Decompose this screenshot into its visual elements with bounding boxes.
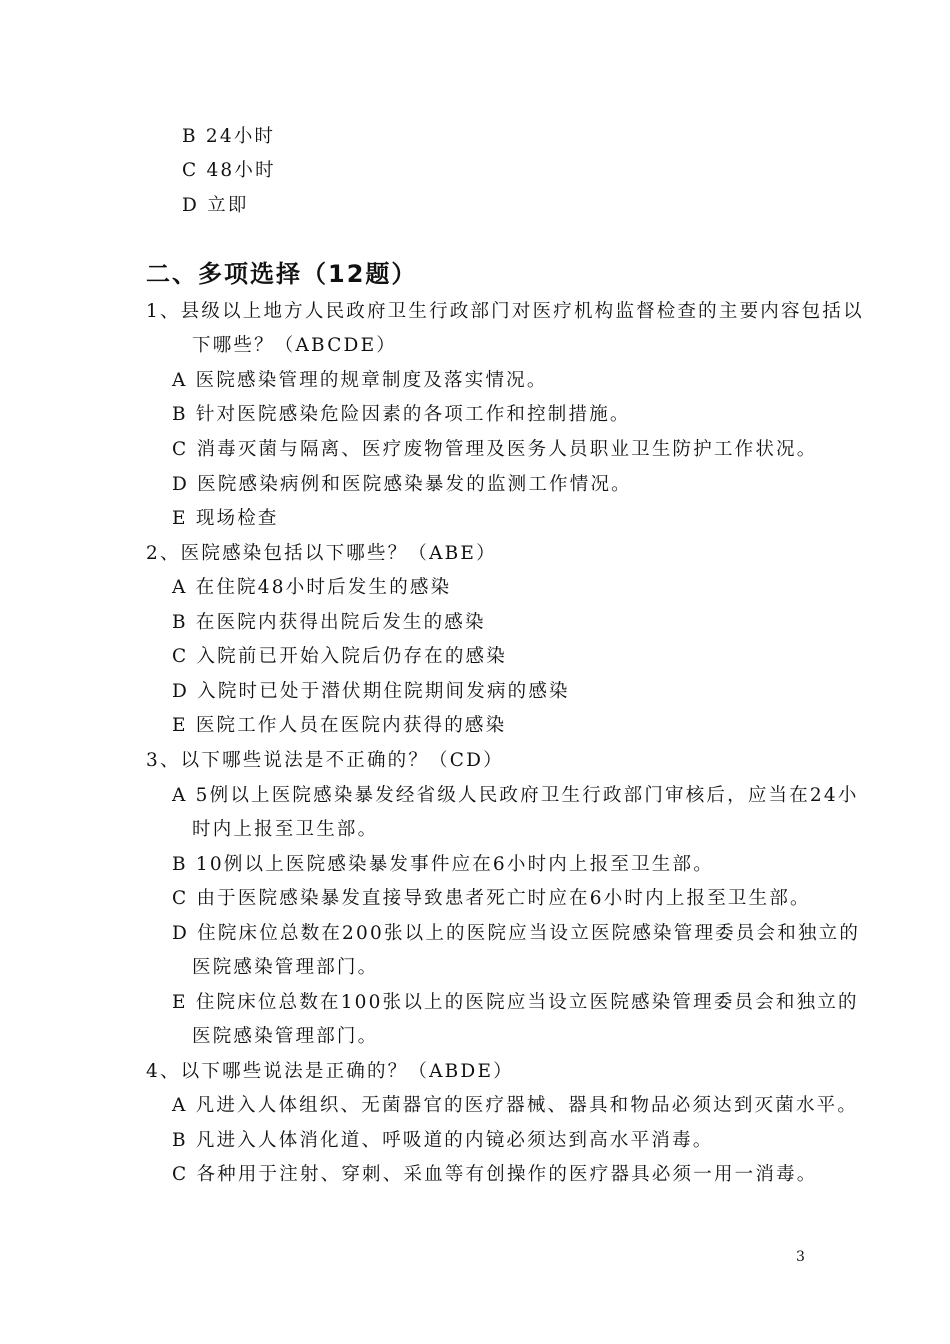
option-text: 医院感染病例和医院感染暴发的监测工作情况。 (197, 474, 632, 495)
option-text: 现场检查 (195, 508, 279, 529)
question-2-option-d (172, 680, 570, 704)
option-text: 各种用于注射、穿刺、采血等有创操作的医疗器具必须一用一消毒。 (196, 1164, 818, 1185)
option-letter: A (172, 370, 188, 391)
question-3-option-e-cont: 医院感染管理部门。 (192, 1026, 379, 1047)
question-1-option-e (172, 507, 279, 531)
option-text: 48小时 (206, 160, 276, 181)
option-letter: A (172, 785, 188, 806)
question-1-option-c (172, 438, 817, 462)
question-2-option-b (172, 611, 486, 635)
option-text: 在住院48小时后发生的感染 (195, 577, 452, 598)
question-3-option-d-cont: 医院感染管理部门。 (192, 957, 379, 978)
option-letter: B (172, 612, 188, 633)
option-text: 入院前已开始入院后仍存在的感染 (196, 646, 507, 667)
section-heading: 二、多项选择（12题） (146, 260, 418, 288)
option-letter: A (172, 577, 188, 598)
question-text: 县级以上地方人民政府卫生行政部门对医疗机构监督检查的主要内容包括以 (180, 301, 864, 322)
question-4-option-a (172, 1094, 858, 1118)
option-letter: A (172, 1095, 188, 1116)
option-text: 10例以上医院感染暴发事件应在6小时内上报至卫生部。 (195, 854, 714, 875)
option-text: 住院床位总数在200张以上的医院应当设立医院感染管理委员会和独立的 (197, 923, 861, 944)
question-text: 以下哪些说法是正确的？（ABDE） (180, 1061, 514, 1082)
option-letter: B (172, 854, 188, 875)
option-letter: D (182, 195, 200, 216)
prev-option-d (182, 194, 249, 218)
option-letter: C (182, 160, 199, 181)
question-2-option-a (172, 576, 451, 600)
question-1-option-b (172, 403, 631, 427)
question-4-option-b (172, 1129, 713, 1153)
question-3-option-a (172, 784, 859, 808)
question-number: 2、 (146, 543, 181, 564)
option-text: 24小时 (205, 126, 276, 147)
option-text: 入院时已处于潜伏期住院期间发病的感染 (197, 681, 570, 702)
option-text: 消毒灭菌与隔离、医疗废物管理及医务人员职业卫生防护工作状况。 (196, 439, 818, 460)
option-text: 立即 (207, 195, 249, 216)
option-text: 由于医院感染暴发直接导致患者死亡时应在6小时内上报至卫生部。 (196, 888, 811, 909)
question-1-stem-cont: 下哪些？（ABCDE） (192, 335, 397, 356)
question-number: 4、 (146, 1061, 181, 1082)
option-letter: B (172, 1130, 188, 1151)
question-text: 以下哪些说法是不正确的？（CD） (180, 750, 504, 771)
option-letter: C (172, 646, 189, 667)
question-1-option-d (172, 473, 632, 497)
question-1-stem (146, 300, 864, 324)
option-letter: C (172, 1164, 189, 1185)
option-letter: D (172, 681, 190, 702)
question-4-stem (146, 1060, 514, 1084)
question-3-stem (146, 749, 504, 773)
question-4-option-c (172, 1163, 817, 1187)
question-3-option-d (172, 922, 860, 946)
prev-option-b (182, 125, 275, 149)
option-letter: C (172, 439, 189, 460)
question-3-option-b (172, 853, 714, 877)
question-2-option-c (172, 645, 507, 669)
option-text: 凡进入人体组织、无菌器官的医疗器械、器具和物品必须达到灭菌水平。 (195, 1095, 859, 1116)
option-letter: D (172, 923, 190, 944)
prev-option-c (182, 159, 276, 183)
question-3-option-e (172, 991, 859, 1015)
option-letter: B (172, 404, 188, 425)
option-text: 5例以上医院感染暴发经省级人民政府卫生行政部门审核后，应当在24小 (195, 785, 859, 806)
option-letter: D (172, 474, 190, 495)
option-text: 医院感染管理的规章制度及落实情况。 (195, 370, 548, 391)
option-letter: E (172, 508, 188, 529)
option-text: 住院床位总数在100张以上的医院应当设立医院感染管理委员会和独立的 (195, 992, 859, 1013)
option-text: 凡进入人体消化道、呼吸道的内镜必须达到高水平消毒。 (195, 1130, 714, 1151)
page-number: 3 (796, 1249, 805, 1265)
option-letter: C (172, 888, 189, 909)
option-text: 针对医院感染危险因素的各项工作和控制措施。 (195, 404, 631, 425)
question-3-option-a-cont: 时内上报至卫生部。 (192, 819, 379, 840)
question-3-option-c (172, 887, 811, 911)
option-letter: E (172, 992, 188, 1013)
question-1-option-a (172, 369, 548, 393)
question-text: 医院感染包括以下哪些？（ABE） (180, 543, 497, 564)
option-text: 在医院内获得出院后发生的感染 (195, 612, 486, 633)
option-text: 医院工作人员在医院内获得的感染 (195, 715, 507, 736)
question-number: 1、 (146, 301, 181, 322)
question-2-stem (146, 542, 497, 566)
option-letter: E (172, 715, 188, 736)
question-2-option-e (172, 714, 506, 738)
option-letter: B (182, 126, 198, 147)
question-number: 3、 (146, 750, 181, 771)
